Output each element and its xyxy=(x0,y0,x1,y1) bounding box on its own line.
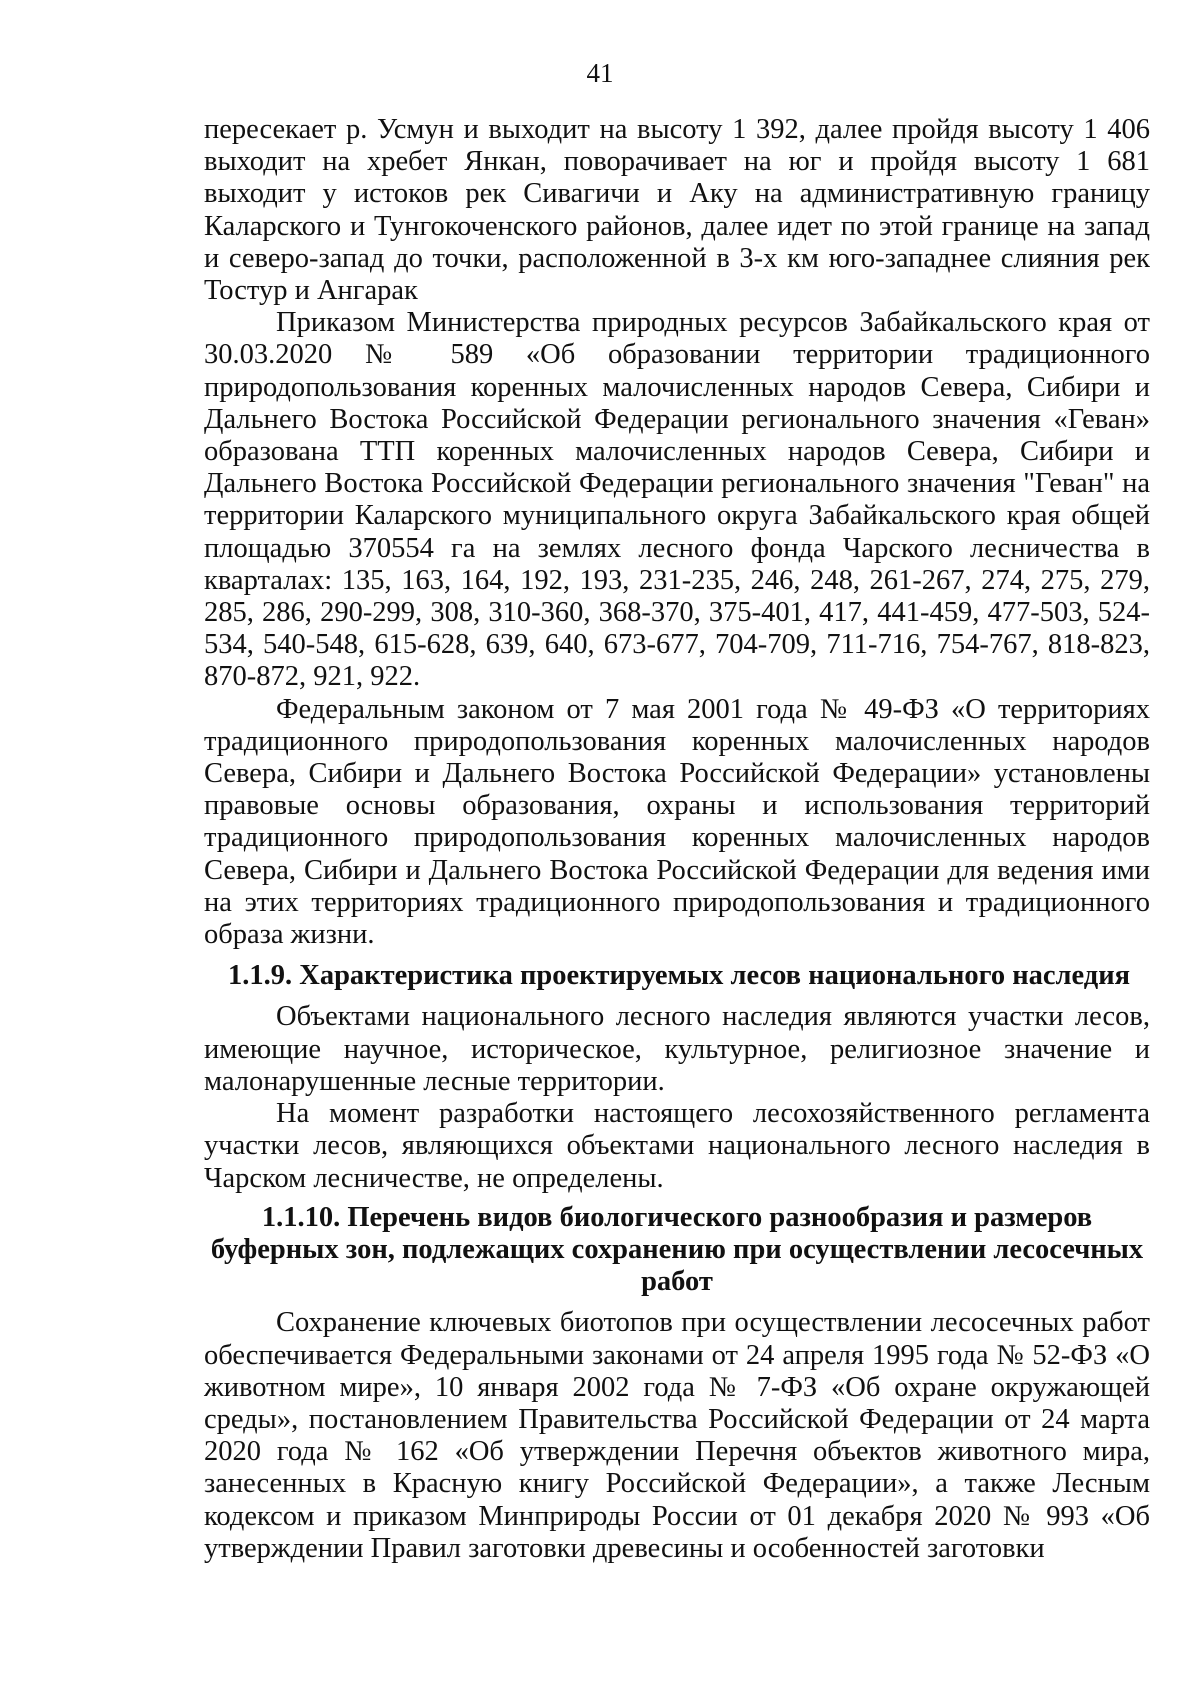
paragraph-boundary-description: пересекает р. Усмун и выходит на высоту 1 392, далее пройдя высоту 1 406 выходит на хребет Янкан, поворачивает на юг и пройдя высоту 1 681 выходит у истоков рек Сивагичи и Аку на административную границу Каларского и Тунгокоченского районов, далее идет по этой границе на запад и северо-запад до точки, расположенной в 3-х км юго-западнее слияния рек Тостур и Ангарак xyxy=(204,114,1150,307)
paragraph-federal-law-49: Федеральным законом от 7 мая 2001 года № 49-ФЗ «О территориях традиционного природопользования коренных малочисленных народов Севера, Сибири и Дальнего Востока Российской Федерации» установлены правовые основы образования, охраны и использования территорий традиционного природопользования коренных малочисленных народов Севера, Сибири и Дальнего Востока Российской Федерации для ведения ими на этих территориях традиционного природопользования и традиционного образа жизни. xyxy=(204,693,1150,951)
heading-section-1-1-9: 1.1.9. Характеристика проектируемых лесов национального наследия xyxy=(228,960,1131,992)
page-number: 41 xyxy=(586,58,614,88)
heading-section-1-1-10: 1.1.10. Перечень видов биологического разнообразия и размеров буферных зон, подлежащих сохранению при осуществлении лесосечных работ xyxy=(210,1201,1144,1298)
page-content xyxy=(204,114,1150,1565)
paragraph-not-defined: На момент разработки настоящего лесохозяйственного регламента участки лесов, являющихся объектами национального лесного наследия в Чарском лесничестве, не определены. xyxy=(204,1098,1150,1194)
paragraph-national-heritage-objects: Объектами национального лесного наследия являются участки лесов, имеющие научное, историческое, культурное, религиозное значение и малонарушенные лесные территории. xyxy=(204,1001,1150,1097)
paragraph-key-biotopes: Сохранение ключевых биотопов при осуществлении лесосечных работ обеспечивается Федеральными законами от 24 апреля 1995 года № 52-ФЗ «О животном мире», 10 января 2002 года № 7-ФЗ «Об охране окружающей среды», постановлением Правительства Российской Федерации от 24 марта 2020 года № 162 «Об утверждении Перечня объектов животного мира, занесенных в Красную книгу Российской Федерации», а также Лесным кодексом и приказом Минприроды России от 01 декабря 2020 № 993 «Об утверждении Правил заготовки древесины и особенностей заготовки xyxy=(204,1307,1150,1564)
paragraph-order-geva: Приказом Министерства природных ресурсов Забайкальского края от 30.03.2020 № 589 «Об образовании территории традиционного природопользования коренных малочисленных народов Севера, Сибири и Дальнего Востока Российской Федерации регионального значения «Геван» образована ТТП коренных малочисленных народов Севера, Сибири и Дальнего Востока Российской Федерации регионального значения "Геван" на территории Каларского муниципального округа Забайкальского края общей площадью 370554 га на землях лесного фонда Чарского лесничества в кварталах: 135, 163, 164, 192, 193, 231-235, 246, 248, 261-267, 274, 275, 279, 285, 286, 290-299, 308, 310-360, 368-370, 375-401, 417, 441-459, 477-503, 524-534, 540-548, 615-628, 639, 640, 673-677, 704-709, 711-716, 754-767, 818-823, 870-872, 921, 922. xyxy=(204,307,1150,693)
